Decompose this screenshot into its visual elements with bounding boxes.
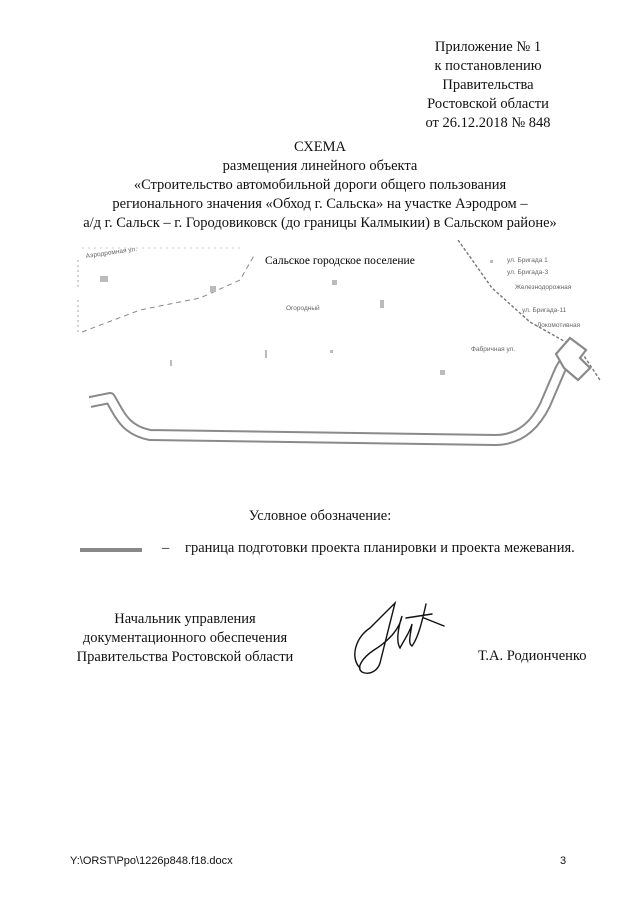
title-line-3: регионального значения «Обход г. Сальска» на участке Аэродром – (112, 196, 528, 212)
title-heading: СХЕМА (294, 139, 346, 155)
road-corridor-inner (90, 356, 568, 440)
signer-line-3: Правительства Ростовской области (76, 649, 294, 665)
road-corridor-outer (90, 356, 568, 440)
appendix-block (388, 38, 588, 133)
title-line-2: «Строительство автомобильной дороги общего пользования (133, 177, 507, 193)
street-brigada-1: ул. Бригада 1 (507, 257, 548, 264)
legend-description: граница подготовки проекта планировки и проекта межевания. (185, 540, 575, 556)
appendix-line-4: Ростовской области (427, 96, 549, 112)
signer-line-1: Начальник управления (114, 611, 256, 627)
scheme-map (0, 240, 640, 460)
street-brigada-3: ул. Бригада-3 (507, 269, 549, 276)
signer-name: Т.А. Родионченко (478, 648, 587, 664)
signer-line-2: документационного обеспечения (82, 630, 288, 646)
title-line-4: а/д г. Сальск – г. Городовиковск (до границы Калмыкии) в Сальском районе» (83, 215, 557, 231)
legend-dash: – (162, 540, 170, 556)
legend-row (80, 540, 600, 560)
map-boundary-dashed (82, 254, 255, 332)
map-faint-blocks (100, 260, 493, 375)
appendix-line-3: Правительства (442, 77, 534, 93)
appendix-line-5: от 26.12.2018 № 848 (425, 115, 551, 131)
street-lokomotivnaya: Локомотивная (537, 322, 581, 329)
street-zheleznodorozhnaya: Железнодорожная (515, 284, 572, 291)
settlement-label: Сальское городское поселение (265, 255, 415, 267)
street-aerodromnaya: Аэродромная ул. (85, 245, 138, 260)
page-number: 3 (560, 855, 567, 867)
appendix-line-1: Приложение № 1 (434, 39, 542, 55)
appendix-line-2: к постановлению (434, 58, 542, 74)
signature-image (340, 598, 450, 680)
legend-title: Условное обозначение: (248, 508, 392, 524)
title-block (0, 138, 640, 233)
footer-file-path: Y:\ORST\Ppo\1226p848.f18.docx (70, 855, 233, 867)
street-ogorodny: Огородный (286, 305, 320, 312)
street-brigada-11: ул. Бригада-11 (522, 307, 567, 314)
street-fabrichnaya: Фабричная ул. (471, 346, 516, 353)
signer-title (60, 610, 310, 667)
title-line-1: размещения линейного объекта (222, 158, 418, 174)
legend-line-swatch (80, 548, 142, 552)
